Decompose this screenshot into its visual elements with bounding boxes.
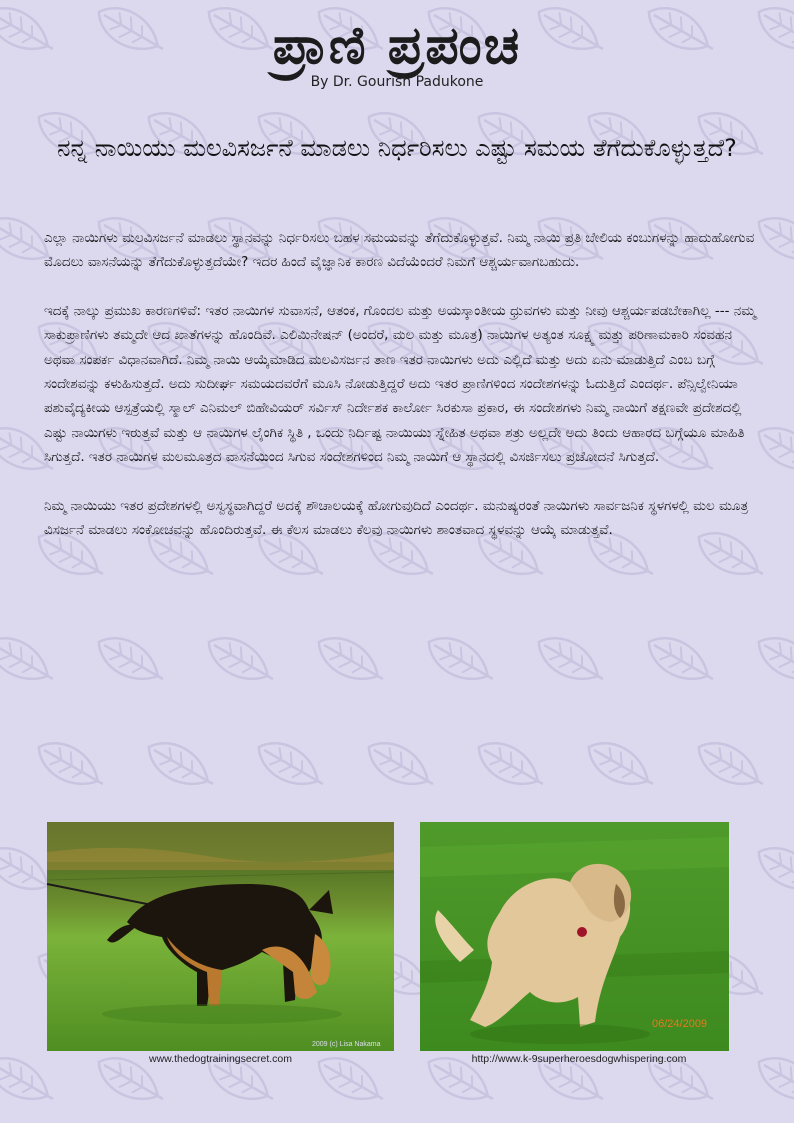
svg-text:2009 (c) Lisa Nakama: 2009 (c) Lisa Nakama: [312, 1041, 381, 1048]
paragraph-reasons: ಇದಕ್ಕೆ ನಾಲ್ಕು ಪ್ರಮುಖ ಕಾರಣಗಳಿವೆ: ಇತರ ನಾಯಿಗಳ ಸುವಾಸನೆ, ಆತಂಕ, ಗೊಂದಲ ಮತ್ತು ಅಯಸ್ಕಾಂತೀಯ ಧ್ರುವಗಳು ಮತ್ತು ನೀವು ಆಶ್ಚರ್ಯಪಡಬೇಕಾಗಿಲ್ಲ --- ನಮ್ಮ ಸಾಕುಪ್ರಾಣಿಗಳು ತಮ್ಮದೇ ಆದ ಖಾತೆಗಳನ್ನು ಹೊಂದಿವೆ. ಎಲಿಮಿನೇಷನ್ (ಅಂದರೆ, ಮಲ ಮತ್ತು ಮೂತ್ರ) ನಾಯಿಗಳ ಅತ್ಯಂತ ಸೂಕ್ಷ್ಮ ಮತ್ತು ಪರಿಣಾಮಕಾರಿ ಸಂವಹನ ಅಥವಾ ಸಂಪರ್ಕ ವಿಧಾನವಾಗಿದೆ. ನಿಮ್ಮ ನಾಯಿ ಆಯ್ಕೆಮಾಡಿದ ಮಲವಿಸರ್ಜನ ತಾಣ ಇತರ ನಾಯಿಗಳು ಅದು ಎಲ್ಲಿದೆ ಮತ್ತು ಅದು ಏನು ಮಾಡುತ್ತಿದೆ ಎಂಬ ಬಗ್ಗೆ ಸಂದೇಶವನ್ನು ಕಳುಹಿಸುತ್ತದೆ. ಅದು ಸುದೀರ್ಘ ಸಮಯದವರೆಗೆ ಮೂಸಿ ನೋಡುತ್ತಿದ್ದರೆ ಅದು ಇತರ ಪ್ರಾಣಿಗಳಿಂದ ಸಂದೇಶಗಳನ್ನು ಓದುತ್ತಿದೆ ಎಂದರ್ಥ. ಪೆನ್ಸಿಲ್ವೇನಿಯಾ ಪಶುವೈದ್ಯಕೀಯ ಆಸ್ಪತ್ರೆಯಲ್ಲಿ ಸ್ಮಾಲ್ ಎನಿಮಲ್ ಬಿಹೇವಿಯರ್ ಸರ್ವಿಸ್ ನಿರ್ದೇಶಕ ಕಾರ್ಲೋ ಸಿರಕುಸಾ ಪ್ರಕಾರ, ಈ ಸಂದೇಶಗಳು ನಿಮ್ಮ ನಾಯಿಗೆ ತಕ್ಷಣವೇ ಪ್ರದೇಶದಲ್ಲಿ ಎಷ್ಟು ನಾಯಿಗಳು ಇರುತ್ತವೆ ಮತ್ತು ಆ ನಾಯಿಗಳ ಲೈಂಗಿಕ ಸ್ಥಿತಿ , ಒಂದು ನಿರ್ದಿಷ್ಟ ನಾಯಿಯು ಸ್ನೇಹಿತ ಅಥವಾ ಶತ್ರು ಅಲ್ಲದೇ ಅದು ತಿಂದು ಆಹಾರದ ಬಗ್ಗೆಯೂ ಮಾಹಿತಿ ಸಿಗುತ್ತದೆ. ಇತರ ನಾಯಿಗಳ ಮಲಮೂತ್ರದ ವಾಸನೆಯಿಂದ ಸಿಗುವ ಸಂದೇಶಗಳಿಂದ ನಿಮ್ಮ ನಾಯಿಗೆ ಆ ಸ್ಥಾನದಲ್ಲಿ ವಿಸರ್ಜಿಸಲು ಪ್ರಚೋದನೆ ಸಿಗುತ್ತದೆ.: [44, 302, 756, 466]
paragraph-intro: ಎಲ್ಲಾ ನಾಯಿಗಳು ಮಲವಿಸರ್ಜನೆ ಮಾಡಲು ಸ್ಥಾನವನ್ನು ನಿರ್ಧರಿಸಲು ಬಹಳ ಸಮಯವನ್ನು ತೆಗೆದುಕೊಳ್ಳುತ್ತವೆ. ನಿಮ್ಮ ನಾಯಿ ಪ್ರತಿ ಬೇಲಿಯ ಕಂಬುಗಳನ್ನು ಹಾದುಹೋಗುವ ಮೊದಲು ವಾಸನೆಯನ್ನು ತೆಗೆದುಕೊಳ್ಳುತ್ತದೆಯೇ? ಇದರ ಹಿಂದೆ ವೈಜ್ಞಾನಿಕ ಕಾರಣ ವಿದೆಯೆಂದರೆ ನಿಮಗೆ ಆಶ್ಚರ್ಯವಾಗಬಹುದು.: [44, 230, 755, 271]
photo-yellow-dog: [420, 822, 729, 1051]
paragraph-conclusion: ನಿಮ್ಮ ನಾಯಿಯು ಇತರ ಪ್ರದೇಶಗಳಲ್ಲಿ ಅಸ್ವಸ್ಥವಾಗಿದ್ದರೆ ಅದಕ್ಕೆ ಶೌಚಾಲಯಕ್ಕೆ ಹೋಗುವುದಿದೆ ಎಂದರ್ಥ. ಮನುಷ್ಯರಂತೆ ನಾಯಿಗಳು ಸಾರ್ವಜನಿಕ ಸ್ಥಳಗಳಲ್ಲಿ ಮಲ ಮೂತ್ರ ವಿಸರ್ಜನೆ ಮಾಡಲು ಸಂಕೋಚವನ್ನು ಹೊಂದಿರುತ್ತವೆ. ಈ ಕೆಲಸ ಮಾಡಲು ಕೆಲವು ನಾಯಿಗಳು ಶಾಂತವಾದ ಸ್ಥಳವನ್ನು ಆಯ್ಕೆ ಮಾಡುತ್ತವೆ.: [44, 497, 749, 539]
magazine-title: ಪ್ರಾಣಿ ಪ್ರಪಂಚ: [272, 16, 522, 76]
masthead: [0, 14, 794, 90]
svg-text:06/24/2009: 06/24/2009: [652, 1018, 708, 1030]
article-body: [44, 226, 756, 566]
photo-caption-right: http://www.k-9superheroesdogwhispering.com: [471, 1053, 687, 1065]
photo-caption-left: www.thedogtrainingsecret.com: [149, 1053, 292, 1065]
article-headline: ನನ್ನ ನಾಯಿಯು ಮಲವಿಸರ್ಜನೆ ಮಾಡಲು ನಿರ್ಧರಿಸಲು ಎಷ್ಟು ಸಮಯ ತೆಗೆದುಕೊಳ್ಳುತ್ತದೆ?: [57, 134, 737, 162]
author-byline: By Dr. Gourish Padukone: [310, 74, 484, 90]
photo-german-shepherd: [47, 822, 394, 1051]
